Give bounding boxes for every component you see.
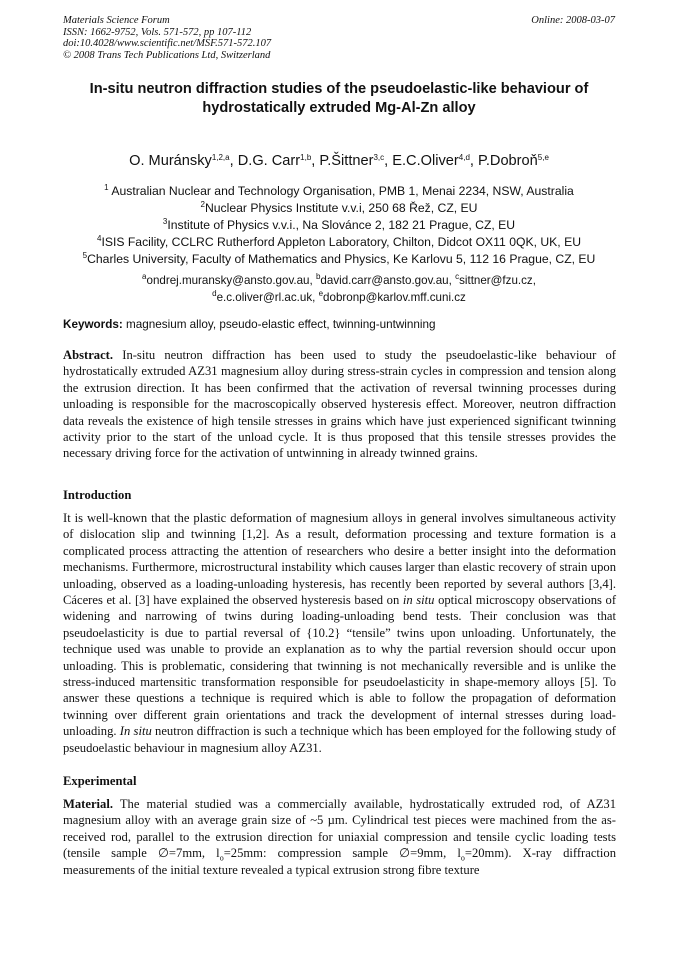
affiliation-text: Institute of Physics v.v.i., Na Slovánce 2, 182 21 Prague, CZ, EU [167, 218, 516, 232]
material-paragraph [63, 796, 616, 878]
abstract-text: In-situ neutron diffraction has been used to study the pseudoelastic-like behaviour of hydrostatically extruded AZ31 magnesium alloy during stress-strain cycles in compression and tension along the extrusion direction. It has been confirmed that the activation of reversal twinning processes during unloading is responsible for the macroscopically observed hysteresis effect. Moreover, neutron diffraction data reveals the existence of high tensile stresses in grains which have just experienced significant twinning activity prior to the start of the unload cycle. It is thus proposed that this tensile stresses provides the necessary driving force for the activation of untwinning in already twinned grains. [63, 348, 616, 461]
material-text: The material studied was a commercially available, hydrostatically extruded rod, of AZ31 magnesium alloy with an average grain size of ~5 µm. Cylindrical test pieces were machined from the as-received rod, parallel to the extrusion direction for uniaxial compression and tensile cyclic loading tests (tensile sample ∅=7mm, l [63, 797, 616, 861]
email-link[interactable]: sittner@fzu.cz, [459, 274, 536, 287]
affiliation-text: ISIS Facility, CCLRC Rutherford Appleton Laboratory, Chilton, Didcot OX11 0QK, UK, EU [101, 235, 582, 249]
affiliation [30, 200, 648, 217]
journal-header [63, 15, 271, 61]
author-name: P.Šittner [319, 153, 374, 169]
affiliation-text: Nuclear Physics Institute v.v.i, 250 68 Řež, CZ, EU [204, 201, 478, 215]
affiliation [30, 251, 648, 268]
section-heading-experimental: Experimental [63, 774, 137, 788]
affiliation-sup: 2 [200, 200, 205, 209]
email-list [40, 272, 638, 306]
intro-italic: In situ [119, 724, 152, 739]
email-link[interactable]: david.carr@ansto.gov.au, [320, 274, 452, 287]
intro-text: optical microscopy observations of widening and narrowing of twins during loading-unloading bend tests. Their conclusion was that pseudoelasticity is due to partial reversal of {10.2} “tensile” twins upon unloading. Unfortunately, the technique used was unable to provide an explanation as to why the partial reversion should occur upon unloading. This is problematic, considering that twinning is not mechanically reversible and is unlike the stress-induced martensitic transformation responsible for pseudoelasticity in shape-memory alloys [5]. To answer these questions a technique is required which is able to follow the propagation of deformation twinning over different grain orientations and track the development of internal stresses during load-unloading. [63, 593, 617, 739]
material-text: =25mm: compression sample ∅=9mm, l [223, 846, 461, 861]
email-link[interactable]: e.c.oliver@rl.ac.uk, [216, 291, 316, 304]
author-name: D.G. Carr [237, 153, 301, 169]
author-sup: 1,b [300, 153, 312, 162]
issn-line: ISSN: 1662-9752, Vols. 571-572, pp 107-112 [63, 26, 252, 38]
author-name: E.C.Oliver [392, 153, 459, 169]
subscript: o [219, 853, 224, 863]
doi-line: doi:10.4028/www.scientific.net/MSF.571-572.107 [63, 38, 272, 49]
keywords [63, 318, 435, 331]
author-name: O. Muránsky [129, 153, 212, 169]
journal-name: Materials Science Forum [63, 15, 170, 26]
subscript: o [460, 853, 465, 863]
author-list: O. Muránsky$^{1,2,a}$, D.G. Carr$^{1,b}$, P.Šittner$^{3,c}$, E.C.Oliver$^{4,d}$, P.Dobroň$^{5,e}$ [129, 153, 549, 169]
abstract-label: Abstract. [63, 348, 114, 362]
affiliation-sup: 5 [82, 251, 88, 260]
intro-text: It is well-known that the plastic deformation of magnesium alloys in general involves simultaneous activity of dislocation slip and twinning [1,2]. As a result, deformation processing and texture formation is a complicated process attracting the attention of researchers who desire a better insight into the deformation mechanisms. Furthermore, microstructural instability which causes larger than elastic recovery of strain upon unloading, observed as a loading-unloading hysteresis, has recently been reported by several authors [3,4]. Cáceres et al. [3] have explained the observed hysteresis based on [63, 511, 616, 608]
material-label: Material. [63, 797, 113, 811]
email-link[interactable]: ondrej.muransky@ansto.gov.au, [146, 274, 313, 287]
affiliation [30, 234, 648, 251]
affiliation-list [30, 183, 648, 268]
section-heading-introduction: Introduction [63, 488, 132, 502]
intro-text: neutron diffraction is such a technique which has been employed for the following study of pseudoelastic behaviour in magnesium alloy AZ31. [63, 724, 616, 755]
affiliation-sup: 3 [162, 217, 168, 226]
affiliation-sup: 1 [104, 183, 109, 192]
material-text: =20mm). X-ray diffraction measurements of the initial texture revealed a typical extrusion strong fibre texture [63, 846, 616, 877]
author-sup: 4,d [458, 153, 470, 162]
title-line: In-situ neutron diffraction studies of the pseudoelastic-like behaviour of [89, 81, 589, 97]
copyright-line: © 2008 Trans Tech Publications Ltd, Switzerland [63, 49, 271, 61]
author-sup: 5,e [537, 153, 549, 162]
keywords-label: Keywords: [63, 318, 123, 331]
author-sup: 1,2,a [211, 153, 230, 162]
affiliation-sup: 4 [96, 234, 102, 243]
title-line: hydrostatically extruded Mg-Al-Zn alloy [202, 100, 476, 116]
paper-title [40, 80, 638, 118]
affiliation-text: Australian Nuclear and Technology Organisation, PMB 1, Menai 2234, NSW, Australia [111, 184, 574, 198]
affiliation [30, 217, 648, 234]
keywords-text: magnesium alloy, pseudo-elastic effect, twinning-untwinning [126, 318, 436, 331]
author-name: P.Dobroň [478, 153, 538, 169]
affiliation [30, 183, 648, 200]
affiliation-text: Charles University, Faculty of Mathematics and Physics, Ke Karlovu 5, 112 16 Prague, CZ, EU [87, 252, 596, 266]
online-date: Online: 2008-03-07 [531, 15, 615, 26]
author-sup: 3,c [373, 153, 385, 162]
email-line: $^a$ondrej.muransky@ansto.gov.au, $^b$david.carr@ansto.gov.au, $^c$sittner@fzu.cz, [142, 272, 536, 287]
abstract [63, 347, 616, 462]
intro-italic: in situ [402, 593, 435, 608]
email-link[interactable]: dobronp@karlov.mff.cuni.cz [323, 291, 466, 304]
email-line: $^d$e.c.oliver@rl.ac.uk, $^e$dobronp@karlov.mff.cuni.cz [212, 289, 466, 304]
introduction-paragraph [63, 510, 616, 756]
